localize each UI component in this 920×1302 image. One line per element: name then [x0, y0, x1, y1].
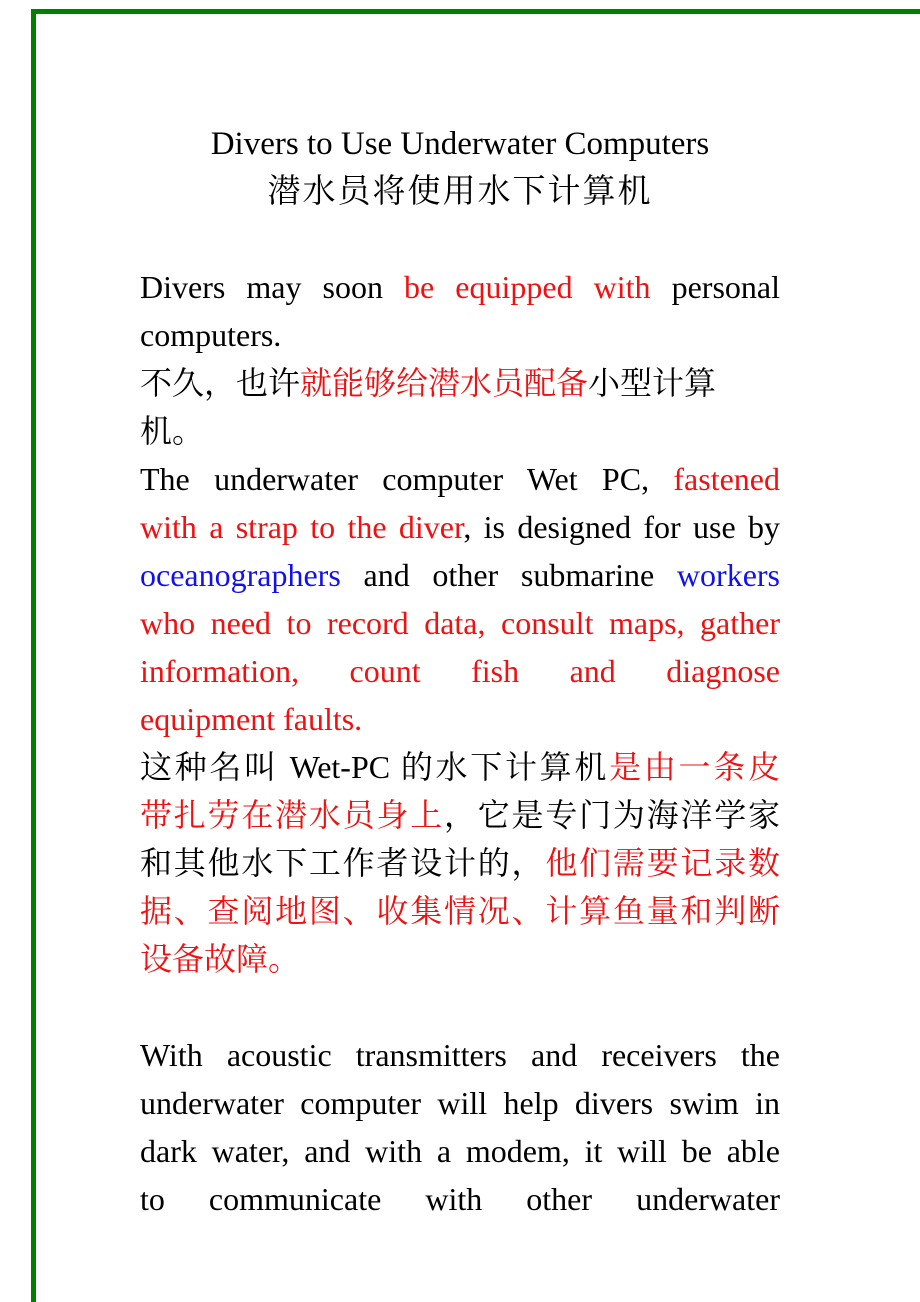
text-line — [140, 887, 780, 935]
text-segment-red: 他们需要记录数 — [545, 845, 780, 881]
text-segment-black: and other submarine — [340, 557, 677, 593]
text-segment-black: , is designed for use by — [463, 509, 781, 545]
text-segment-black: 和其他水下工作者设计的， — [140, 845, 546, 881]
paragraph — [140, 1031, 780, 1223]
page-border-left — [31, 9, 36, 1302]
text-line — [140, 647, 780, 695]
text-segment-black: With acoustic transmitters and receivers the — [140, 1037, 780, 1073]
page-border-top — [31, 9, 920, 14]
document-title-chinese: 潜水员将使用水下计算机 — [267, 174, 653, 210]
text-segment-black: personal — [650, 269, 781, 305]
text-line — [140, 263, 780, 311]
paragraph — [140, 455, 780, 743]
text-segment-black: The underwater computer Wet PC, — [140, 461, 674, 497]
text-line — [140, 743, 780, 791]
text-line — [140, 1127, 780, 1175]
text-segment-black: dark water, and with a modem, it will be able — [140, 1133, 780, 1169]
paragraph — [140, 359, 780, 455]
paragraph — [140, 263, 780, 359]
text-segment-red: 是由一条皮 — [609, 749, 780, 785]
text-segment-blue: oceanographers — [140, 557, 341, 593]
text-segment-red: who need to record data, consult maps, gather — [140, 605, 780, 641]
text-line — [140, 599, 780, 647]
text-segment-red: with a strap to the diver — [140, 509, 464, 545]
text-line — [140, 551, 780, 599]
text-line — [140, 935, 780, 983]
text-line — [140, 1175, 780, 1223]
document-title-english: Divers to Use Underwater Computers — [210, 126, 710, 162]
text-segment-red: 据、查阅地图、收集情况、计算鱼量和判断 — [140, 893, 780, 929]
text-segment-black: underwater computer will help divers swim in — [140, 1085, 780, 1121]
text-segment-black: to communicate with other underwater — [140, 1181, 780, 1217]
text-segment-black: ，它是专门为海洋学家 — [444, 797, 780, 833]
text-segment-red: equipment faults. — [140, 701, 363, 737]
text-line — [140, 455, 780, 503]
text-segment-black: Divers may soon — [140, 269, 405, 305]
page-content — [140, 120, 780, 1223]
text-line — [140, 791, 780, 839]
text-segment-red: 设备故障。 — [140, 941, 301, 977]
text-line — [140, 503, 780, 551]
text-segment-black: 这种名叫 Wet-PC 的水下计算机 — [140, 749, 610, 785]
text-line — [140, 1031, 780, 1079]
text-line — [140, 359, 780, 455]
text-segment-black: computers. — [140, 317, 282, 353]
text-line — [140, 1079, 780, 1127]
text-segment-red: fastened — [673, 461, 780, 497]
text-line — [140, 839, 780, 887]
text-segment-blue: workers — [676, 557, 780, 593]
text-segment-red: 带扎劳在潜水员身上 — [140, 797, 444, 833]
document-body — [140, 263, 780, 1223]
text-line — [140, 695, 780, 743]
text-segment-red: 就能够给潜水员配备 — [300, 365, 589, 401]
text-line — [140, 311, 780, 359]
paragraph — [140, 743, 780, 983]
text-segment-red: be equipped with — [404, 269, 651, 305]
text-segment-black: 不久，也许 — [140, 365, 301, 401]
text-segment-black: 小型计算机。 — [140, 365, 717, 449]
text-segment-red: information, count fish and diagnose — [140, 653, 780, 689]
